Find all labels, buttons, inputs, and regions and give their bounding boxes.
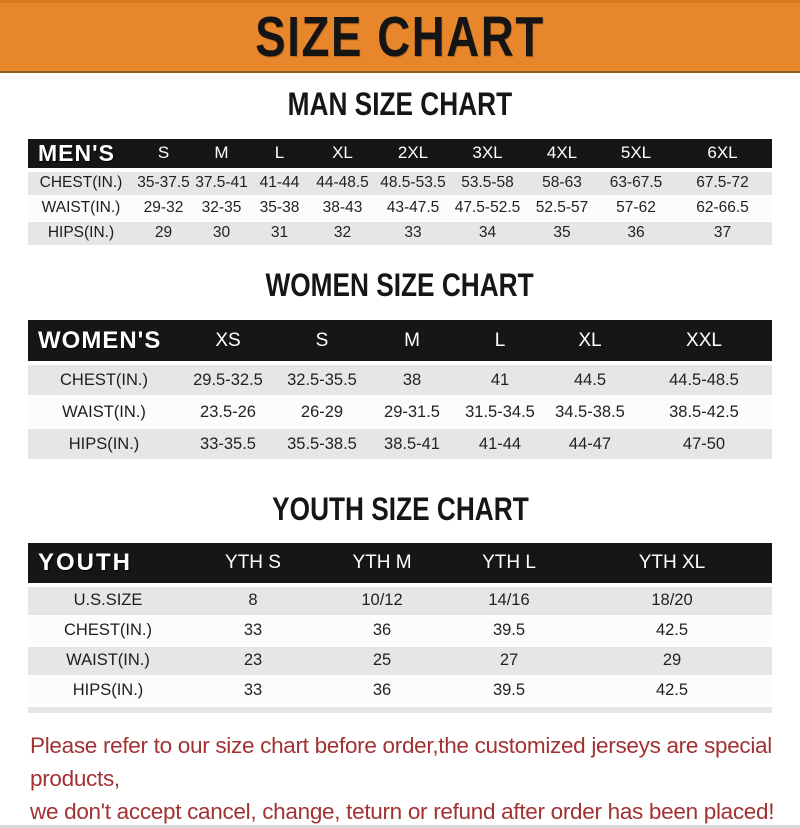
women-heading-text: WOMEN SIZE CHART xyxy=(265,266,535,303)
men-col-header: 6XL xyxy=(673,139,772,172)
men-col-header: XL xyxy=(309,139,376,172)
size-cell: 27 xyxy=(446,647,572,677)
size-cell: 38.5-42.5 xyxy=(636,397,772,429)
row-label: HIPS(IN.) xyxy=(28,222,134,247)
size-cell: 35.5-38.5 xyxy=(276,429,368,461)
size-cell: 36 xyxy=(318,617,446,647)
size-cell: 53.5-58 xyxy=(450,172,525,197)
men-size-table xyxy=(28,139,772,247)
size-cell: 29-31.5 xyxy=(368,397,456,429)
size-cell: 44.5 xyxy=(544,365,636,397)
size-cell: 38.5-41 xyxy=(368,429,456,461)
size-cell: 47.5-52.5 xyxy=(450,197,525,222)
size-cell: 32.5-35.5 xyxy=(276,365,368,397)
row-label: U.S.SIZE xyxy=(28,587,188,617)
men-col-header: M xyxy=(193,139,250,172)
size-cell: 18/20 xyxy=(572,587,772,617)
size-cell: 34 xyxy=(450,222,525,247)
size-cell: 57-62 xyxy=(599,197,673,222)
youth-col-header: YTH M xyxy=(318,543,446,587)
size-cell: 35-37.5 xyxy=(134,172,193,197)
men-hips-row xyxy=(28,222,772,247)
women-section-heading xyxy=(0,266,800,303)
women-hips-row xyxy=(28,429,772,461)
women-waist-row xyxy=(28,397,772,429)
size-cell: 23 xyxy=(188,647,318,677)
row-label: WAIST(IN.) xyxy=(28,197,134,222)
size-cell: 29-32 xyxy=(134,197,193,222)
row-label: CHEST(IN.) xyxy=(28,617,188,647)
row-label: CHEST(IN.) xyxy=(28,365,180,397)
size-cell: 63-67.5 xyxy=(599,172,673,197)
row-label: WAIST(IN.) xyxy=(28,647,188,677)
youth-col-header: YTH L xyxy=(446,543,572,587)
size-cell: 32-35 xyxy=(193,197,250,222)
youth-hips-row xyxy=(28,677,772,707)
size-cell: 39.5 xyxy=(446,617,572,647)
women-size-table xyxy=(28,320,772,461)
youth-ussize-row xyxy=(28,587,772,617)
women-col-header: L xyxy=(456,320,544,365)
size-cell: 26-29 xyxy=(276,397,368,429)
youth-table-bottom-strip xyxy=(28,707,772,713)
size-cell: 67.5-72 xyxy=(673,172,772,197)
size-cell: 25 xyxy=(318,647,446,677)
size-cell: 47-50 xyxy=(636,429,772,461)
size-cell: 41-44 xyxy=(456,429,544,461)
size-cell: 38 xyxy=(368,365,456,397)
size-cell: 33 xyxy=(376,222,450,247)
row-label: CHEST(IN.) xyxy=(28,172,134,197)
banner-title: SIZE CHART xyxy=(255,4,545,69)
size-cell: 32 xyxy=(309,222,376,247)
size-cell: 37.5-41 xyxy=(193,172,250,197)
men-waist-row xyxy=(28,197,772,222)
size-cell: 29 xyxy=(134,222,193,247)
size-cell: 14/16 xyxy=(446,587,572,617)
men-header-row xyxy=(28,139,772,172)
size-cell: 34.5-38.5 xyxy=(544,397,636,429)
size-cell: 35 xyxy=(525,222,599,247)
man-heading-text: MAN SIZE CHART xyxy=(287,86,513,122)
size-cell: 31 xyxy=(250,222,309,247)
size-cell: 41 xyxy=(456,365,544,397)
women-col-header: XL xyxy=(544,320,636,365)
size-cell: 44-47 xyxy=(544,429,636,461)
size-cell: 36 xyxy=(599,222,673,247)
size-cell: 29 xyxy=(572,647,772,677)
size-cell: 36 xyxy=(318,677,446,707)
youth-col-header: YTH XL xyxy=(572,543,772,587)
size-cell: 33 xyxy=(188,617,318,647)
men-col-header: 2XL xyxy=(376,139,450,172)
size-cell: 31.5-34.5 xyxy=(456,397,544,429)
row-label: HIPS(IN.) xyxy=(28,429,180,461)
size-cell: 30 xyxy=(193,222,250,247)
size-cell: 42.5 xyxy=(572,677,772,707)
men-col-header: 4XL xyxy=(525,139,599,172)
women-col-header: XXL xyxy=(636,320,772,365)
youth-waist-row xyxy=(28,647,772,677)
size-cell: 37 xyxy=(673,222,772,247)
size-cell: 41-44 xyxy=(250,172,309,197)
size-cell: 43-47.5 xyxy=(376,197,450,222)
youth-header-row xyxy=(28,543,772,587)
row-label: HIPS(IN.) xyxy=(28,677,188,707)
size-cell: 62-66.5 xyxy=(673,197,772,222)
youth-table-label: YOUTH xyxy=(28,543,188,587)
size-cell: 8 xyxy=(188,587,318,617)
size-cell: 48.5-53.5 xyxy=(376,172,450,197)
size-cell: 35-38 xyxy=(250,197,309,222)
men-chest-row xyxy=(28,172,772,197)
women-col-header: M xyxy=(368,320,456,365)
size-cell: 44.5-48.5 xyxy=(636,365,772,397)
men-col-header: 3XL xyxy=(450,139,525,172)
size-cell: 23.5-26 xyxy=(180,397,276,429)
row-label: WAIST(IN.) xyxy=(28,397,180,429)
size-cell: 33-35.5 xyxy=(180,429,276,461)
size-cell: 52.5-57 xyxy=(525,197,599,222)
order-notice xyxy=(0,729,800,828)
youth-heading-text: YOUTH SIZE CHART xyxy=(271,491,529,528)
size-cell: 39.5 xyxy=(446,677,572,707)
women-header-row xyxy=(28,320,772,365)
men-col-header: 5XL xyxy=(599,139,673,172)
youth-col-header: YTH S xyxy=(188,543,318,587)
youth-size-table xyxy=(28,543,772,707)
size-cell: 44-48.5 xyxy=(309,172,376,197)
size-cell: 58-63 xyxy=(525,172,599,197)
women-col-header: S xyxy=(276,320,368,365)
order-notice-line2: we don't accept cancel, change, teturn or refund after order has been placed! xyxy=(30,798,775,824)
size-cell: 38-43 xyxy=(309,197,376,222)
women-col-header: XS xyxy=(180,320,276,365)
youth-section-heading xyxy=(0,493,800,527)
size-cell: 10/12 xyxy=(318,587,446,617)
men-table-label: MEN'S xyxy=(28,139,134,172)
men-col-header: S xyxy=(134,139,193,172)
size-chart-banner xyxy=(0,0,800,73)
man-section-heading xyxy=(0,88,800,122)
women-chest-row xyxy=(28,365,772,397)
order-notice-line1: Please refer to our size chart before order,the customized jerseys are special products, xyxy=(30,732,772,791)
women-table-label: WOMEN'S xyxy=(28,320,180,365)
men-col-header: L xyxy=(250,139,309,172)
youth-chest-row xyxy=(28,617,772,647)
size-cell: 29.5-32.5 xyxy=(180,365,276,397)
size-cell: 33 xyxy=(188,677,318,707)
size-cell: 42.5 xyxy=(572,617,772,647)
